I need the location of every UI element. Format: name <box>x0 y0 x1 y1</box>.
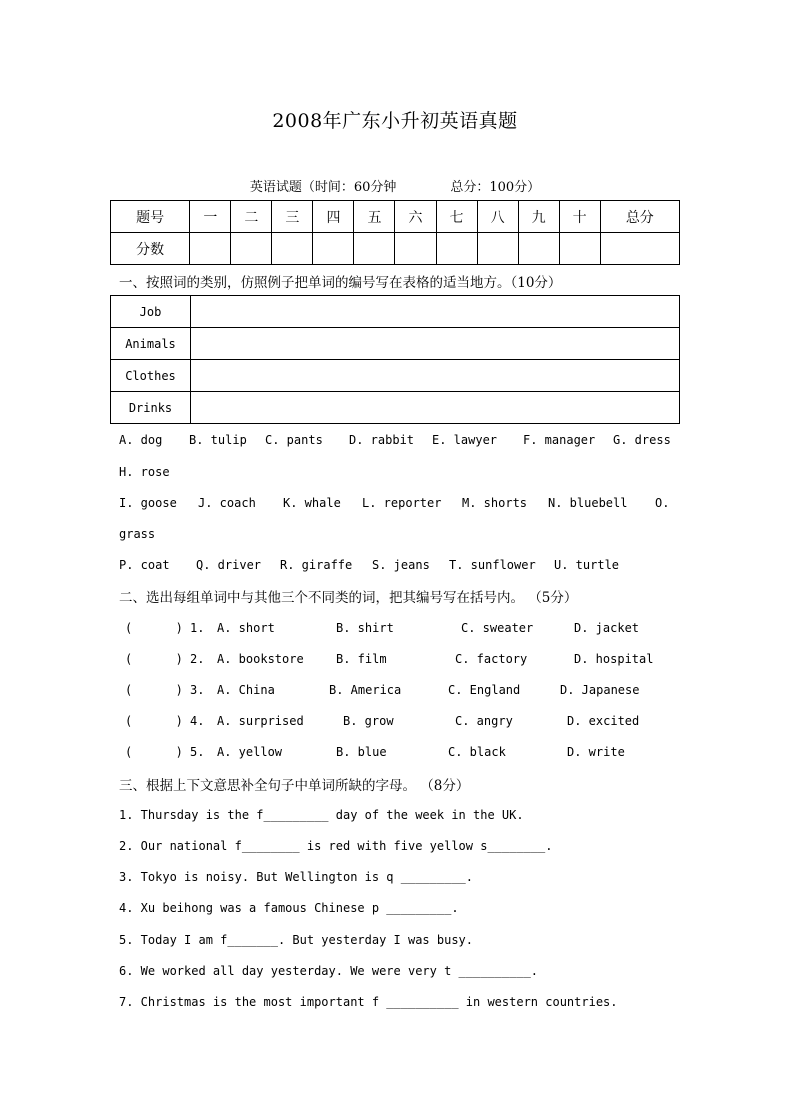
category-row <box>111 328 680 360</box>
question-number: 2. <box>190 652 205 666</box>
word-option: Q. driver <box>196 558 262 572</box>
score-header-cell: 总分 <box>600 201 679 233</box>
choice-d: D. jacket <box>574 621 640 635</box>
answer-bracket[interactable]: ( ) <box>125 714 183 728</box>
word-option: I. goose <box>119 496 177 510</box>
word-option: K. whale <box>283 496 341 510</box>
word-option: T. sunflower <box>449 558 536 572</box>
fill-blank-sentence[interactable]: 7. Christmas is the most important f __________ in western countries. <box>119 995 618 1009</box>
answer-bracket[interactable]: ( ) <box>125 683 183 697</box>
choice-d: D. hospital <box>574 652 654 666</box>
score-cell[interactable] <box>600 233 679 265</box>
word-option: J. coach <box>198 496 256 510</box>
category-row <box>111 392 680 424</box>
category-label: Animals <box>111 328 191 360</box>
choice-d: D. excited <box>567 714 640 728</box>
score-header-cell: 二 <box>231 201 272 233</box>
category-row <box>111 360 680 392</box>
word-option: A. dog <box>119 433 163 447</box>
choice-a: A. bookstore <box>217 652 304 666</box>
choice-c: C. black <box>448 745 506 759</box>
choice-c: C. sweater <box>461 621 534 635</box>
answer-cell[interactable] <box>191 328 680 360</box>
score-header-cell: 七 <box>436 201 477 233</box>
choice-d: D. write <box>567 745 625 759</box>
choice-b: B. grow <box>343 714 394 728</box>
choice-c: C. factory <box>455 652 528 666</box>
score-header-cell: 题号 <box>111 201 190 233</box>
score-cell[interactable] <box>190 233 231 265</box>
score-header-cell: 六 <box>395 201 436 233</box>
word-option: U. turtle <box>554 558 620 572</box>
choice-c: C. England <box>448 683 521 697</box>
score-cell[interactable] <box>477 233 518 265</box>
word-option: M. shorts <box>462 496 528 510</box>
word-option: O. <box>655 496 670 510</box>
question-number: 5. <box>190 745 205 759</box>
score-cell[interactable] <box>354 233 395 265</box>
answer-bracket[interactable]: ( ) <box>125 745 183 759</box>
word-option: G. dress <box>613 433 671 447</box>
score-table-value-row <box>111 233 680 265</box>
fill-blank-sentence[interactable]: 5. Today I am f_______. But yesterday I was busy. <box>119 933 474 947</box>
score-cell[interactable] <box>559 233 600 265</box>
section2-heading: 二、选出每组单词中与其他三个不同类的词，把其编号写在括号内。 （5分） <box>119 590 578 606</box>
word-option: P. coat <box>119 558 170 572</box>
choice-b: B. America <box>329 683 402 697</box>
score-cell[interactable] <box>231 233 272 265</box>
category-table <box>110 295 680 424</box>
word-option: H. rose <box>119 465 170 479</box>
word-option: R. giraffe <box>280 558 353 572</box>
category-label: Job <box>111 296 191 328</box>
fill-blank-sentence[interactable]: 4. Xu beihong was a famous Chinese p _________. <box>119 901 459 915</box>
fill-blank-sentence[interactable]: 1. Thursday is the f_________ day of the week in the UK. <box>119 808 524 822</box>
choice-a: A. surprised <box>217 714 304 728</box>
word-option: E. lawyer <box>432 433 498 447</box>
exam-time: 英语试题（时间：60分钟 <box>249 180 397 195</box>
score-header-cell: 十 <box>559 201 600 233</box>
score-cell[interactable] <box>518 233 559 265</box>
answer-cell[interactable] <box>191 392 680 424</box>
choice-c: C. angry <box>455 714 513 728</box>
score-cell[interactable] <box>436 233 477 265</box>
word-option: D. rabbit <box>349 433 415 447</box>
choice-b: B. blue <box>336 745 387 759</box>
choice-b: B. shirt <box>336 621 394 635</box>
answer-bracket[interactable]: ( ) <box>125 652 183 666</box>
score-row-label: 分数 <box>111 233 190 265</box>
exam-total-score: 总分：100分） <box>450 180 541 195</box>
question-number: 4. <box>190 714 205 728</box>
choice-d: D. Japanese <box>560 683 640 697</box>
answer-cell[interactable] <box>191 360 680 392</box>
answer-cell[interactable] <box>191 296 680 328</box>
score-header-cell: 九 <box>518 201 559 233</box>
question-number: 3. <box>190 683 205 697</box>
exam-info <box>0 176 790 195</box>
choice-a: A. yellow <box>217 745 283 759</box>
category-row <box>111 296 680 328</box>
page-title: 2008年广东小升初英语真题 <box>272 110 518 132</box>
category-label: Clothes <box>111 360 191 392</box>
fill-blank-sentence[interactable]: 2. Our national f________ is red with five yellow s________. <box>119 839 553 853</box>
question-number: 1. <box>190 621 205 635</box>
word-option: S. jeans <box>372 558 430 572</box>
section1-heading: 一、按照词的类别，仿照例子把单词的编号写在表格的适当地方。（10分） <box>119 275 562 291</box>
category-label: Drinks <box>111 392 191 424</box>
score-header-cell: 三 <box>272 201 313 233</box>
score-header-cell: 四 <box>313 201 354 233</box>
score-header-cell: 一 <box>190 201 231 233</box>
word-option: grass <box>119 527 156 541</box>
word-option: C. pants <box>265 433 323 447</box>
fill-blank-sentence[interactable]: 3. Tokyo is noisy. But Wellington is q _________. <box>119 870 474 884</box>
choice-a: A. short <box>217 621 275 635</box>
section3-heading: 三、根据上下文意思补全句子中单词所缺的字母。 （8分） <box>119 778 470 794</box>
score-header-cell: 五 <box>354 201 395 233</box>
answer-bracket[interactable]: ( ) <box>125 621 183 635</box>
score-table <box>110 200 680 265</box>
choice-b: B. film <box>336 652 387 666</box>
score-cell[interactable] <box>313 233 354 265</box>
word-option: N. bluebell <box>548 496 628 510</box>
choice-a: A. China <box>217 683 275 697</box>
score-table-header-row <box>111 201 680 233</box>
score-cell[interactable] <box>272 233 313 265</box>
fill-blank-sentence[interactable]: 6. We worked all day yesterday. We were very t __________. <box>119 964 539 978</box>
word-option: L. reporter <box>362 496 442 510</box>
score-header-cell: 八 <box>477 201 518 233</box>
word-option: F. manager <box>523 433 596 447</box>
word-option: B. tulip <box>189 433 247 447</box>
score-cell[interactable] <box>395 233 436 265</box>
